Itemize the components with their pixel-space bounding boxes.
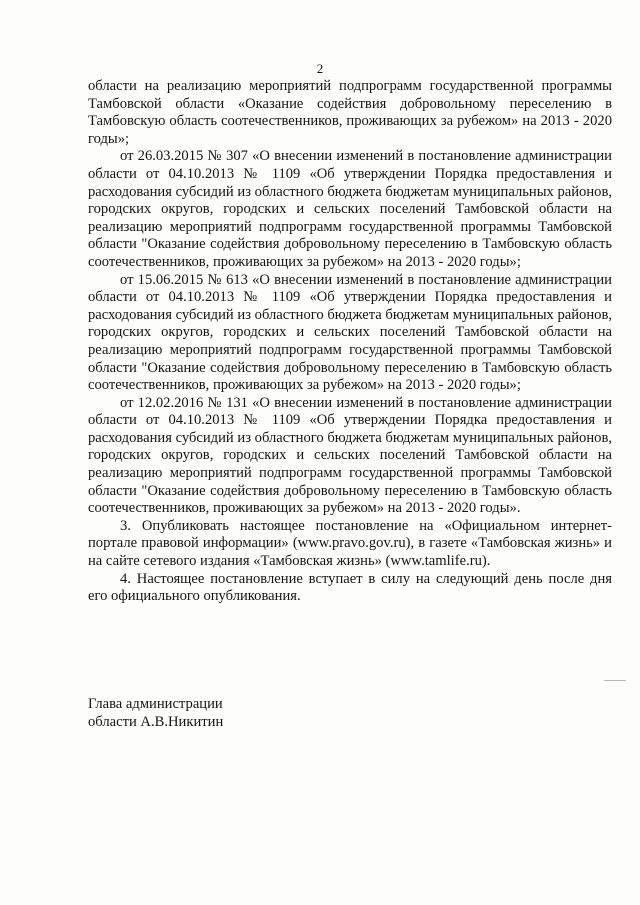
page-number: 2 <box>316 61 324 76</box>
signature-block <box>88 696 223 731</box>
scan-artifact <box>604 680 626 681</box>
signature-title: Глава администрации <box>88 696 223 712</box>
paragraph-amendment-2016-02: от 12.02.2016 № 131 «О внесении изменений в постановление администрации области от 04.10.2013 № 1109 «Об утверждении Порядка предоставления и расходования субсидий из областного бюджета бюджетам муниципальных районов, городских округов, городских и сельских поселений Тамбовской области на реализацию мероприятий подпрограмм государственной программы Тамбовской области "Оказание содействия добровольному переселению в Тамбовскую область соотечественников, проживающих за рубежом» на 2013 - 2020 годы». <box>88 394 612 517</box>
paragraph-continuation: области на реализацию мероприятий подпрограмм государственной программы Тамбовской области «Оказание содействия добровольному переселению в Тамбовскую область соотечественников, проживающих за рубежом» на 2013 - 2020 годы»; <box>88 78 612 147</box>
paragraph-entry-into-force: 4. Настоящее постановление вступает в силу на следующий день после дня его официального опубликования. <box>88 570 612 605</box>
signature-name: области А.В.Никитин <box>88 713 224 730</box>
paragraph-amendment-2015-03: от 26.03.2015 № 307 «О внесении изменений в постановление администрации области от 04.10.2013 № 1109 «Об утверждении Порядка предоставления и расходования субсидий из областного бюджета бюджетам муниципальных районов, городских округов, городских и сельских поселений Тамбовской области на реализацию мероприятий подпрограмм государственной программы Тамбовской области "Оказание содействия добровольному переселению в Тамбовскую область соотечественников, проживающих за рубежом» на 2013 - 2020 годы»; <box>88 148 612 270</box>
paragraph-amendment-2015-06: от 15.06.2015 № 613 «О внесении изменений в постановление администрации области от 04.10.2013 № 1109 «Об утверждении Порядка предоставления и расходования субсидий из областного бюджета бюджетам муниципальных районов, городских округов, городских и сельских поселений Тамбовской области на реализацию мероприятий подпрограмм государственной программы Тамбовской области "Оказание содействия добровольному переселению в Тамбовскую область соотечественников, проживающих за рубежом» на 2013 - 2020 годы»; <box>88 271 612 394</box>
paragraph-publication: 3. Опубликовать настоящее постановление на «Официальном интернет-портале правовой информации» (www.pravo.gov.ru), в газете «Тамбовская жизнь» и на сайте сетевого издания «Тамбовская жизнь» (www.tamlife.ru). <box>88 517 612 570</box>
document-body <box>88 78 612 606</box>
